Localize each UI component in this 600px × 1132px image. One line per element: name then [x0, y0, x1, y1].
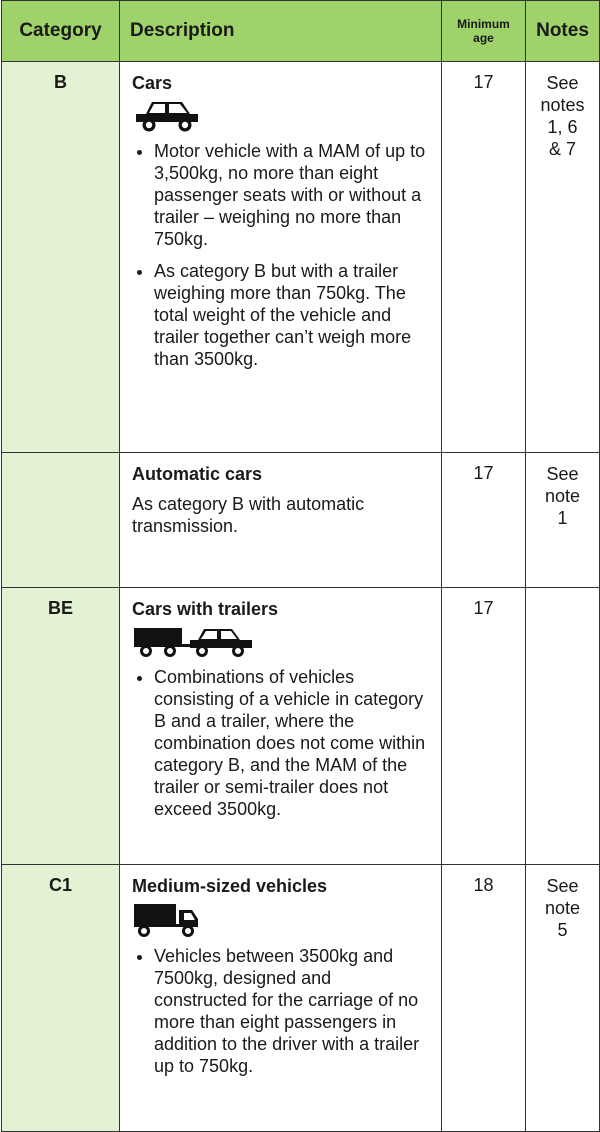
- list-item: • Vehicles between 3500kg and 7500kg, designed and constructed for the carriage of no more than eight passengers in addition to the driver with a trailer up to 750kg.: [154, 945, 429, 1077]
- description-cell: [120, 62, 442, 453]
- row-title: Cars with trailers: [132, 599, 279, 619]
- header-min-age-line2: age: [473, 31, 494, 45]
- notes-line: & 7: [548, 139, 577, 159]
- table-row: [2, 62, 600, 453]
- header-category: Category: [2, 1, 120, 62]
- row-title: Automatic cars: [132, 464, 263, 484]
- licence-categories-table: [1, 0, 600, 1132]
- notes-line: 1, 6: [547, 117, 578, 137]
- car-with-trailer-icon: [132, 624, 256, 660]
- bullet-list: [132, 666, 429, 820]
- description-cell: [120, 588, 442, 865]
- car-icon: [132, 98, 202, 134]
- notes-line: note: [544, 898, 581, 918]
- row-text: As category B with automatic transmission.: [132, 494, 365, 536]
- row-title: Cars: [132, 73, 173, 93]
- truck-icon: [132, 901, 202, 939]
- row-title: Medium-sized vehicles: [132, 876, 328, 896]
- category-cell: C1: [2, 865, 120, 1132]
- notes-line: 5: [557, 920, 568, 940]
- notes-line: 1: [557, 508, 568, 528]
- header-description: Description: [120, 1, 442, 62]
- list-item: • As category B but with a trailer weighing more than 750kg. The total weight of the vehicle and trailer together can’t weigh more than 3500kg.: [154, 260, 429, 370]
- header-row: [2, 1, 600, 62]
- header-minimum-age: [442, 1, 526, 62]
- min-age-cell: 17: [442, 588, 526, 865]
- list-item: • Motor vehicle with a MAM of up to 3,500kg, no more than eight passenger seats with or without a trailer – weighing no more than 750kg.: [154, 140, 429, 250]
- category-cell: B: [2, 62, 120, 453]
- min-age-cell: 18: [442, 865, 526, 1132]
- min-age-cell: 17: [442, 62, 526, 453]
- notes-line: See: [546, 73, 579, 93]
- notes-cell: [526, 588, 600, 865]
- notes-line: note: [544, 486, 581, 506]
- notes-cell: [526, 453, 600, 588]
- min-age-cell: 17: [442, 453, 526, 588]
- category-cell: [2, 453, 120, 588]
- header-notes: Notes: [526, 1, 600, 62]
- header-min-age-line1: Minimum: [457, 17, 510, 31]
- bullet-list: [132, 945, 429, 1077]
- notes-line: See: [546, 464, 579, 484]
- description-cell: [120, 865, 442, 1132]
- category-cell: BE: [2, 588, 120, 865]
- notes-line: notes: [540, 95, 585, 115]
- notes-line: See: [546, 876, 579, 896]
- notes-cell: [526, 62, 600, 453]
- list-item: • Combinations of vehicles consisting of a vehicle in category B and a trailer, where the combination does not come within category B, and the MAM of the trailer or semi-trailer does not exceed 3500kg.: [154, 666, 429, 820]
- bullet-list: [132, 140, 429, 370]
- table-row: [2, 865, 600, 1132]
- table-row: [2, 588, 600, 865]
- table-row: [2, 453, 600, 588]
- description-cell: [120, 453, 442, 588]
- notes-cell: [526, 865, 600, 1132]
